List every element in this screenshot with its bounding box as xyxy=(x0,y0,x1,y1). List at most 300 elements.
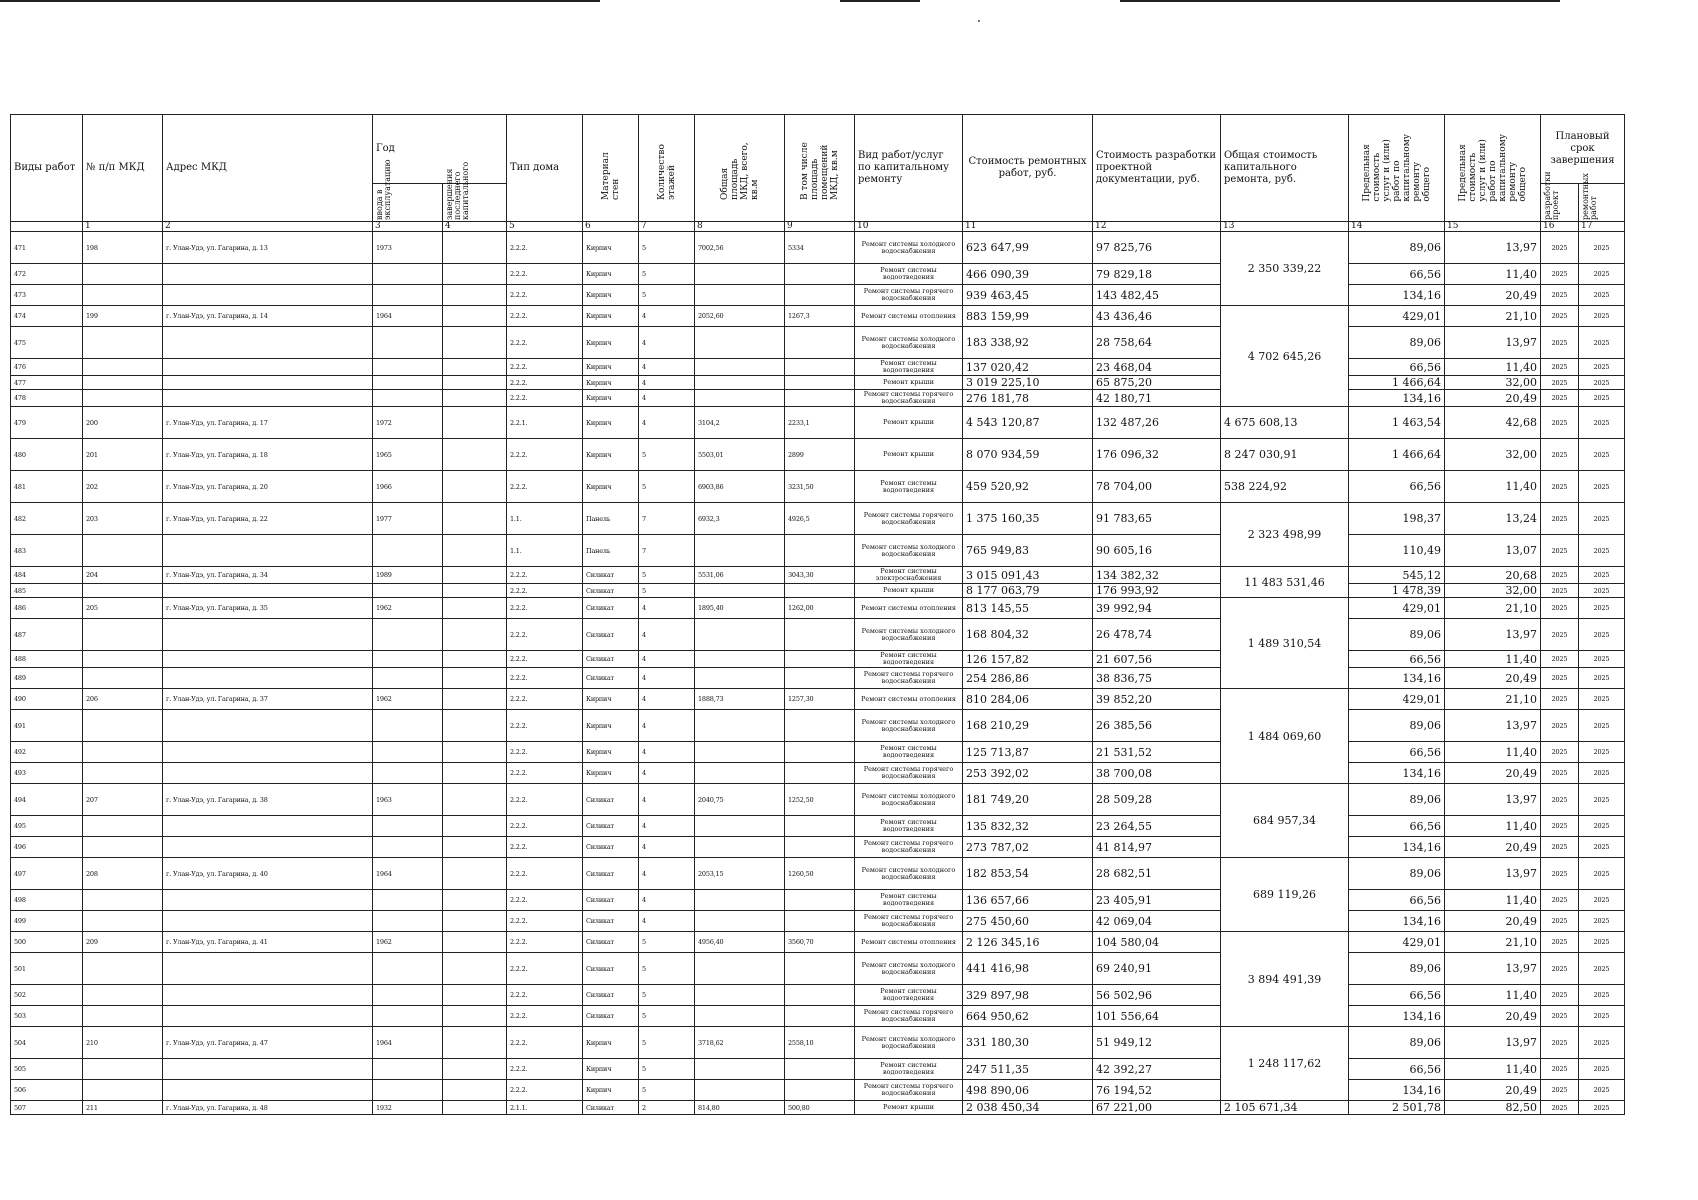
deadline-works-cell: 2025 xyxy=(1579,890,1625,911)
premises-area-cell: 5334 xyxy=(785,232,855,264)
last-repair-year-cell xyxy=(443,1006,507,1027)
row-number-cell: 493 xyxy=(11,763,83,784)
floors-cell: 4 xyxy=(639,651,695,668)
total-cost-cell: 684 957,34 xyxy=(1221,784,1349,858)
limit-cost-2-cell: 13,97 xyxy=(1445,232,1541,264)
scan-edge-line xyxy=(840,0,920,2)
deadline-project-cell: 2025 xyxy=(1541,1006,1579,1027)
address-cell xyxy=(163,953,373,985)
row-number-cell: 494 xyxy=(11,784,83,816)
address-cell: г. Улан-Удэ, ул. Гагарина, д. 47 xyxy=(163,1027,373,1059)
total-area-cell: 6903,86 xyxy=(695,471,785,503)
limit-cost-2-cell: 11,40 xyxy=(1445,816,1541,837)
house-type-cell: 2.2.2. xyxy=(507,584,583,598)
premises-area-cell: 1260,50 xyxy=(785,858,855,890)
wall-material-cell: Кирпич xyxy=(583,439,639,471)
wall-material-cell: Кирпич xyxy=(583,285,639,306)
project-cost-cell: 97 825,76 xyxy=(1093,232,1221,264)
limit-cost-1-cell: 89,06 xyxy=(1349,1027,1445,1059)
limit-cost-2-cell: 20,49 xyxy=(1445,390,1541,407)
floors-cell: 4 xyxy=(639,689,695,710)
header-planned-deadline: Плановый срок завершения xyxy=(1541,115,1625,184)
work-kind-cell: Ремонт системы холодного водоснабжения xyxy=(855,953,963,985)
scan-edge-line xyxy=(1120,0,1560,2)
wall-material-cell: Силикат xyxy=(583,619,639,651)
project-cost-cell: 143 482,45 xyxy=(1093,285,1221,306)
work-kind-cell: Ремонт крыши xyxy=(855,1101,963,1115)
work-kind-cell: Ремонт крыши xyxy=(855,439,963,471)
house-type-cell: 2.2.2. xyxy=(507,710,583,742)
table-row xyxy=(11,763,1625,784)
address-cell: г. Улан-Удэ, ул. Гагарина, д. 14 xyxy=(163,306,373,327)
total-area-cell xyxy=(695,376,785,390)
project-cost-cell: 176 993,92 xyxy=(1093,584,1221,598)
row-number-cell: 490 xyxy=(11,689,83,710)
work-kind-cell: Ремонт системы горячего водоснабжения xyxy=(855,911,963,932)
wall-material-cell: Силикат xyxy=(583,584,639,598)
project-cost-cell: 91 783,65 xyxy=(1093,503,1221,535)
total-cost-cell: 11 483 531,46 xyxy=(1221,567,1349,598)
deadline-works-cell: 2025 xyxy=(1579,598,1625,619)
mkd-number-cell xyxy=(83,837,163,858)
row-number-cell: 501 xyxy=(11,953,83,985)
header-total-cost: Общая стоимость капитального ремонта, руб. xyxy=(1221,115,1349,222)
limit-cost-2-cell: 20,49 xyxy=(1445,285,1541,306)
deadline-works-cell: 2025 xyxy=(1579,264,1625,285)
limit-cost-1-cell: 66,56 xyxy=(1349,742,1445,763)
table-row xyxy=(11,390,1625,407)
commission-year-cell xyxy=(373,710,443,742)
wall-material-cell: Силикат xyxy=(583,985,639,1006)
limit-cost-1-cell: 66,56 xyxy=(1349,471,1445,503)
total-area-cell: 814,80 xyxy=(695,1101,785,1115)
project-cost-cell: 26 385,56 xyxy=(1093,710,1221,742)
limit-cost-2-cell: 20,49 xyxy=(1445,763,1541,784)
last-repair-year-cell xyxy=(443,306,507,327)
total-cost-cell: 2 105 671,34 xyxy=(1221,1101,1349,1115)
mkd-number-cell xyxy=(83,619,163,651)
limit-cost-1-cell: 66,56 xyxy=(1349,264,1445,285)
wall-material-cell: Силикат xyxy=(583,816,639,837)
total-area-cell xyxy=(695,837,785,858)
house-type-cell: 2.2.2. xyxy=(507,985,583,1006)
work-kind-cell: Ремонт системы электроснабжения xyxy=(855,567,963,584)
work-kind-cell: Ремонт системы горячего водоснабжения xyxy=(855,1080,963,1101)
commission-year-cell xyxy=(373,1006,443,1027)
limit-cost-2-cell: 11,40 xyxy=(1445,742,1541,763)
row-number-cell: 492 xyxy=(11,742,83,763)
header-work-types: Виды работ xyxy=(11,115,83,222)
mkd-number-cell xyxy=(83,985,163,1006)
deadline-project-cell: 2025 xyxy=(1541,651,1579,668)
limit-cost-1-cell: 429,01 xyxy=(1349,932,1445,953)
deadline-works-cell: 2025 xyxy=(1579,306,1625,327)
project-cost-cell: 67 221,00 xyxy=(1093,1101,1221,1115)
floors-cell: 7 xyxy=(639,503,695,535)
work-kind-cell: Ремонт системы отопления xyxy=(855,689,963,710)
deadline-works-cell: 2025 xyxy=(1579,816,1625,837)
work-kind-cell: Ремонт крыши xyxy=(855,407,963,439)
project-cost-cell: 76 194,52 xyxy=(1093,1080,1221,1101)
house-type-cell: 2.2.2. xyxy=(507,232,583,264)
row-number-cell: 504 xyxy=(11,1027,83,1059)
premises-area-cell xyxy=(785,837,855,858)
total-area-cell: 7002,56 xyxy=(695,232,785,264)
table-row xyxy=(11,285,1625,306)
table-row xyxy=(11,584,1625,598)
deadline-project-cell: 2025 xyxy=(1541,1027,1579,1059)
wall-material-cell: Силикат xyxy=(583,651,639,668)
floors-cell: 4 xyxy=(639,837,695,858)
last-repair-year-cell xyxy=(443,390,507,407)
floors-cell: 5 xyxy=(639,932,695,953)
deadline-project-cell: 2025 xyxy=(1541,1080,1579,1101)
commission-year-cell: 1977 xyxy=(373,503,443,535)
last-repair-year-cell xyxy=(443,359,507,376)
header-work-kind: Вид работ/услуг по капитальному ремонту xyxy=(855,115,963,222)
limit-cost-2-cell: 20,49 xyxy=(1445,668,1541,689)
house-type-cell: 2.2.2. xyxy=(507,858,583,890)
table-row xyxy=(11,1101,1625,1115)
deadline-project-cell: 2025 xyxy=(1541,264,1579,285)
commission-year-cell xyxy=(373,668,443,689)
limit-cost-2-cell: 11,40 xyxy=(1445,264,1541,285)
column-number: 8 xyxy=(695,222,785,232)
total-area-cell xyxy=(695,1006,785,1027)
deadline-project-cell: 2025 xyxy=(1541,439,1579,471)
last-repair-year-cell xyxy=(443,439,507,471)
house-type-cell: 2.2.2. xyxy=(507,651,583,668)
wall-material-cell: Силикат xyxy=(583,953,639,985)
total-cost-cell: 2 350 339,22 xyxy=(1221,232,1349,306)
premises-area-cell: 2233,1 xyxy=(785,407,855,439)
address-cell xyxy=(163,359,373,376)
total-area-cell xyxy=(695,651,785,668)
limit-cost-1-cell: 198,37 xyxy=(1349,503,1445,535)
limit-cost-2-cell: 21,10 xyxy=(1445,306,1541,327)
deadline-works-cell: 2025 xyxy=(1579,535,1625,567)
commission-year-cell xyxy=(373,376,443,390)
project-cost-cell: 79 829,18 xyxy=(1093,264,1221,285)
row-number-cell: 505 xyxy=(11,1059,83,1080)
wall-material-cell: Кирпич xyxy=(583,390,639,407)
total-area-cell: 5503,01 xyxy=(695,439,785,471)
limit-cost-1-cell: 1 466,64 xyxy=(1349,439,1445,471)
floors-cell: 5 xyxy=(639,264,695,285)
wall-material-cell: Силикат xyxy=(583,668,639,689)
total-area-cell xyxy=(695,619,785,651)
deadline-project-cell: 2025 xyxy=(1541,985,1579,1006)
repair-cost-cell: 623 647,99 xyxy=(963,232,1093,264)
limit-cost-2-cell: 21,10 xyxy=(1445,932,1541,953)
mkd-number-cell xyxy=(83,285,163,306)
commission-year-cell xyxy=(373,985,443,1006)
header-repair-cost: Стоимость ремонтных работ, руб. xyxy=(963,115,1093,222)
column-number: 12 xyxy=(1093,222,1221,232)
repair-cost-cell: 883 159,99 xyxy=(963,306,1093,327)
address-cell: г. Улан-Удэ, ул. Гагарина, д. 38 xyxy=(163,784,373,816)
repair-cost-cell: 498 890,06 xyxy=(963,1080,1093,1101)
total-area-cell xyxy=(695,668,785,689)
limit-cost-1-cell: 134,16 xyxy=(1349,763,1445,784)
address-cell: г. Улан-Удэ, ул. Гагарина, д. 13 xyxy=(163,232,373,264)
table-header xyxy=(11,115,1625,232)
deadline-project-cell: 2025 xyxy=(1541,390,1579,407)
house-type-cell: 1.1. xyxy=(507,535,583,567)
limit-cost-2-cell: 20,49 xyxy=(1445,911,1541,932)
repair-cost-cell: 276 181,78 xyxy=(963,390,1093,407)
table-row xyxy=(11,327,1625,359)
row-number-cell: 478 xyxy=(11,390,83,407)
table-row xyxy=(11,471,1625,503)
deadline-project-cell: 2025 xyxy=(1541,784,1579,816)
table-row xyxy=(11,890,1625,911)
mkd-number-cell xyxy=(83,763,163,784)
wall-material-cell: Силикат xyxy=(583,911,639,932)
table-body xyxy=(11,232,1625,1115)
floors-cell: 4 xyxy=(639,359,695,376)
commission-year-cell xyxy=(373,264,443,285)
floors-cell: 5 xyxy=(639,232,695,264)
deadline-project-cell: 2025 xyxy=(1541,407,1579,439)
last-repair-year-cell xyxy=(443,816,507,837)
address-cell: г. Улан-Удэ, ул. Гагарина, д. 18 xyxy=(163,439,373,471)
limit-cost-2-cell: 32,00 xyxy=(1445,376,1541,390)
repair-cost-cell: 810 284,06 xyxy=(963,689,1093,710)
repair-cost-cell: 181 749,20 xyxy=(963,784,1093,816)
table-row xyxy=(11,1080,1625,1101)
floors-cell: 5 xyxy=(639,1080,695,1101)
commission-year-cell xyxy=(373,816,443,837)
table-row xyxy=(11,837,1625,858)
header-total-area: Общая площадь МКД, всего, кв.м xyxy=(695,115,785,222)
table-row xyxy=(11,598,1625,619)
column-number xyxy=(11,222,83,232)
project-cost-cell: 23 405,91 xyxy=(1093,890,1221,911)
wall-material-cell: Силикат xyxy=(583,567,639,584)
mkd-number-cell xyxy=(83,1059,163,1080)
row-number-cell: 485 xyxy=(11,584,83,598)
deadline-works-cell: 2025 xyxy=(1579,327,1625,359)
commission-year-cell: 1973 xyxy=(373,232,443,264)
deadline-project-cell: 2025 xyxy=(1541,953,1579,985)
wall-material-cell: Кирпич xyxy=(583,232,639,264)
header-mkd-number: № п/п МКД xyxy=(83,115,163,222)
address-cell: г. Улан-Удэ, ул. Гагарина, д. 37 xyxy=(163,689,373,710)
total-area-cell: 1895,40 xyxy=(695,598,785,619)
mkd-number-cell xyxy=(83,1006,163,1027)
commission-year-cell xyxy=(373,953,443,985)
total-cost-cell: 4 702 645,26 xyxy=(1221,306,1349,407)
deadline-project-cell: 2025 xyxy=(1541,816,1579,837)
table-row xyxy=(11,439,1625,471)
floors-cell: 2 xyxy=(639,1101,695,1115)
total-area-cell xyxy=(695,985,785,1006)
work-kind-cell: Ремонт системы водоотведения xyxy=(855,816,963,837)
commission-year-cell: 1972 xyxy=(373,407,443,439)
premises-area-cell: 1257,30 xyxy=(785,689,855,710)
premises-area-cell xyxy=(785,1006,855,1027)
wall-material-cell: Силикат xyxy=(583,890,639,911)
repair-cost-cell: 135 832,32 xyxy=(963,816,1093,837)
wall-material-cell: Силикат xyxy=(583,858,639,890)
commission-year-cell xyxy=(373,285,443,306)
premises-area-cell xyxy=(785,985,855,1006)
column-number: 15 xyxy=(1445,222,1541,232)
mkd-number-cell xyxy=(83,535,163,567)
column-number: 13 xyxy=(1221,222,1349,232)
table-row xyxy=(11,858,1625,890)
total-cost-cell: 1 484 069,60 xyxy=(1221,689,1349,784)
total-area-cell xyxy=(695,1080,785,1101)
premises-area-cell xyxy=(785,1080,855,1101)
wall-material-cell: Кирпич xyxy=(583,327,639,359)
mkd-number-cell: 211 xyxy=(83,1101,163,1115)
limit-cost-2-cell: 20,49 xyxy=(1445,1006,1541,1027)
floors-cell: 5 xyxy=(639,471,695,503)
repair-cost-cell: 8 177 063,79 xyxy=(963,584,1093,598)
limit-cost-1-cell: 66,56 xyxy=(1349,985,1445,1006)
header-deadline-works: ремонтных работ xyxy=(1579,184,1625,222)
floors-cell: 4 xyxy=(639,890,695,911)
limit-cost-2-cell: 11,40 xyxy=(1445,471,1541,503)
house-type-cell: 2.2.2. xyxy=(507,567,583,584)
column-number: 5 xyxy=(507,222,583,232)
commission-year-cell: 1964 xyxy=(373,306,443,327)
table-row xyxy=(11,359,1625,376)
deadline-project-cell: 2025 xyxy=(1541,376,1579,390)
work-kind-cell: Ремонт системы холодного водоснабжения xyxy=(855,710,963,742)
row-number-cell: 477 xyxy=(11,376,83,390)
total-area-cell xyxy=(695,710,785,742)
table-row xyxy=(11,932,1625,953)
mkd-number-cell xyxy=(83,816,163,837)
house-type-cell: 2.2.2. xyxy=(507,619,583,651)
deadline-works-cell: 2025 xyxy=(1579,1027,1625,1059)
limit-cost-2-cell: 20,49 xyxy=(1445,1080,1541,1101)
limit-cost-1-cell: 89,06 xyxy=(1349,619,1445,651)
table-row xyxy=(11,503,1625,535)
project-cost-cell: 42 180,71 xyxy=(1093,390,1221,407)
last-repair-year-cell xyxy=(443,619,507,651)
limit-cost-1-cell: 66,56 xyxy=(1349,890,1445,911)
work-kind-cell: Ремонт системы водоотведения xyxy=(855,1059,963,1080)
last-repair-year-cell xyxy=(443,285,507,306)
commission-year-cell xyxy=(373,1059,443,1080)
column-number: 14 xyxy=(1349,222,1445,232)
address-cell xyxy=(163,742,373,763)
deadline-project-cell: 2025 xyxy=(1541,668,1579,689)
commission-year-cell: 1966 xyxy=(373,471,443,503)
wall-material-cell: Кирпич xyxy=(583,1059,639,1080)
floors-cell: 4 xyxy=(639,784,695,816)
house-type-cell: 2.2.2. xyxy=(507,816,583,837)
mkd-number-cell xyxy=(83,584,163,598)
deadline-works-cell: 2025 xyxy=(1579,359,1625,376)
project-cost-cell: 39 992,94 xyxy=(1093,598,1221,619)
row-number-cell: 500 xyxy=(11,932,83,953)
table-row xyxy=(11,535,1625,567)
last-repair-year-cell xyxy=(443,471,507,503)
limit-cost-1-cell: 134,16 xyxy=(1349,911,1445,932)
limit-cost-1-cell: 66,56 xyxy=(1349,359,1445,376)
limit-cost-2-cell: 13,07 xyxy=(1445,535,1541,567)
project-cost-cell: 65 875,20 xyxy=(1093,376,1221,390)
commission-year-cell: 1932 xyxy=(373,1101,443,1115)
deadline-works-cell: 2025 xyxy=(1579,439,1625,471)
premises-area-cell xyxy=(785,953,855,985)
row-number-cell: 483 xyxy=(11,535,83,567)
deadline-works-cell: 2025 xyxy=(1579,584,1625,598)
limit-cost-2-cell: 11,40 xyxy=(1445,985,1541,1006)
project-cost-cell: 39 852,20 xyxy=(1093,689,1221,710)
address-cell xyxy=(163,837,373,858)
deadline-works-cell: 2025 xyxy=(1579,651,1625,668)
limit-cost-2-cell: 21,10 xyxy=(1445,598,1541,619)
project-cost-cell: 28 682,51 xyxy=(1093,858,1221,890)
house-type-cell: 2.2.2. xyxy=(507,390,583,407)
row-number-cell: 495 xyxy=(11,816,83,837)
limit-cost-2-cell: 21,10 xyxy=(1445,689,1541,710)
limit-cost-1-cell: 134,16 xyxy=(1349,390,1445,407)
table-row xyxy=(11,1027,1625,1059)
floors-cell: 4 xyxy=(639,911,695,932)
commission-year-cell xyxy=(373,359,443,376)
total-area-cell: 4956,40 xyxy=(695,932,785,953)
repair-cost-cell: 459 520,92 xyxy=(963,471,1093,503)
commission-year-cell xyxy=(373,327,443,359)
project-cost-cell: 78 704,00 xyxy=(1093,471,1221,503)
mkd-number-cell xyxy=(83,390,163,407)
address-cell xyxy=(163,911,373,932)
deadline-works-cell: 2025 xyxy=(1579,763,1625,784)
last-repair-year-cell xyxy=(443,911,507,932)
repair-cost-cell: 939 463,45 xyxy=(963,285,1093,306)
row-number-cell: 482 xyxy=(11,503,83,535)
last-repair-year-cell xyxy=(443,584,507,598)
wall-material-cell: Кирпич xyxy=(583,264,639,285)
work-kind-cell: Ремонт системы горячего водоснабжения xyxy=(855,837,963,858)
commission-year-cell xyxy=(373,1080,443,1101)
work-kind-cell: Ремонт системы холодного водоснабжения xyxy=(855,858,963,890)
last-repair-year-cell xyxy=(443,327,507,359)
repair-cost-cell: 3 019 225,10 xyxy=(963,376,1093,390)
address-cell: г. Улан-Удэ, ул. Гагарина, д. 40 xyxy=(163,858,373,890)
row-number-cell: 502 xyxy=(11,985,83,1006)
table-row xyxy=(11,742,1625,763)
deadline-works-cell: 2025 xyxy=(1579,1006,1625,1027)
deadline-project-cell: 2025 xyxy=(1541,598,1579,619)
commission-year-cell: 1964 xyxy=(373,1027,443,1059)
wall-material-cell: Панель xyxy=(583,503,639,535)
deadline-works-cell: 2025 xyxy=(1579,376,1625,390)
total-area-cell: 3104,2 xyxy=(695,407,785,439)
deadline-project-cell: 2025 xyxy=(1541,890,1579,911)
repair-cost-cell: 247 511,35 xyxy=(963,1059,1093,1080)
premises-area-cell: 1252,50 xyxy=(785,784,855,816)
repair-cost-cell: 126 157,82 xyxy=(963,651,1093,668)
address-cell: г. Улан-Удэ, ул. Гагарина, д. 34 xyxy=(163,567,373,584)
repair-cost-cell: 8 070 934,59 xyxy=(963,439,1093,471)
wall-material-cell: Кирпич xyxy=(583,376,639,390)
limit-cost-1-cell: 2 501,78 xyxy=(1349,1101,1445,1115)
limit-cost-1-cell: 429,01 xyxy=(1349,598,1445,619)
repair-cost-cell: 275 450,60 xyxy=(963,911,1093,932)
deadline-project-cell: 2025 xyxy=(1541,584,1579,598)
limit-cost-2-cell: 11,40 xyxy=(1445,359,1541,376)
limit-cost-2-cell: 13,97 xyxy=(1445,619,1541,651)
work-kind-cell: Ремонт системы водоотведения xyxy=(855,890,963,911)
